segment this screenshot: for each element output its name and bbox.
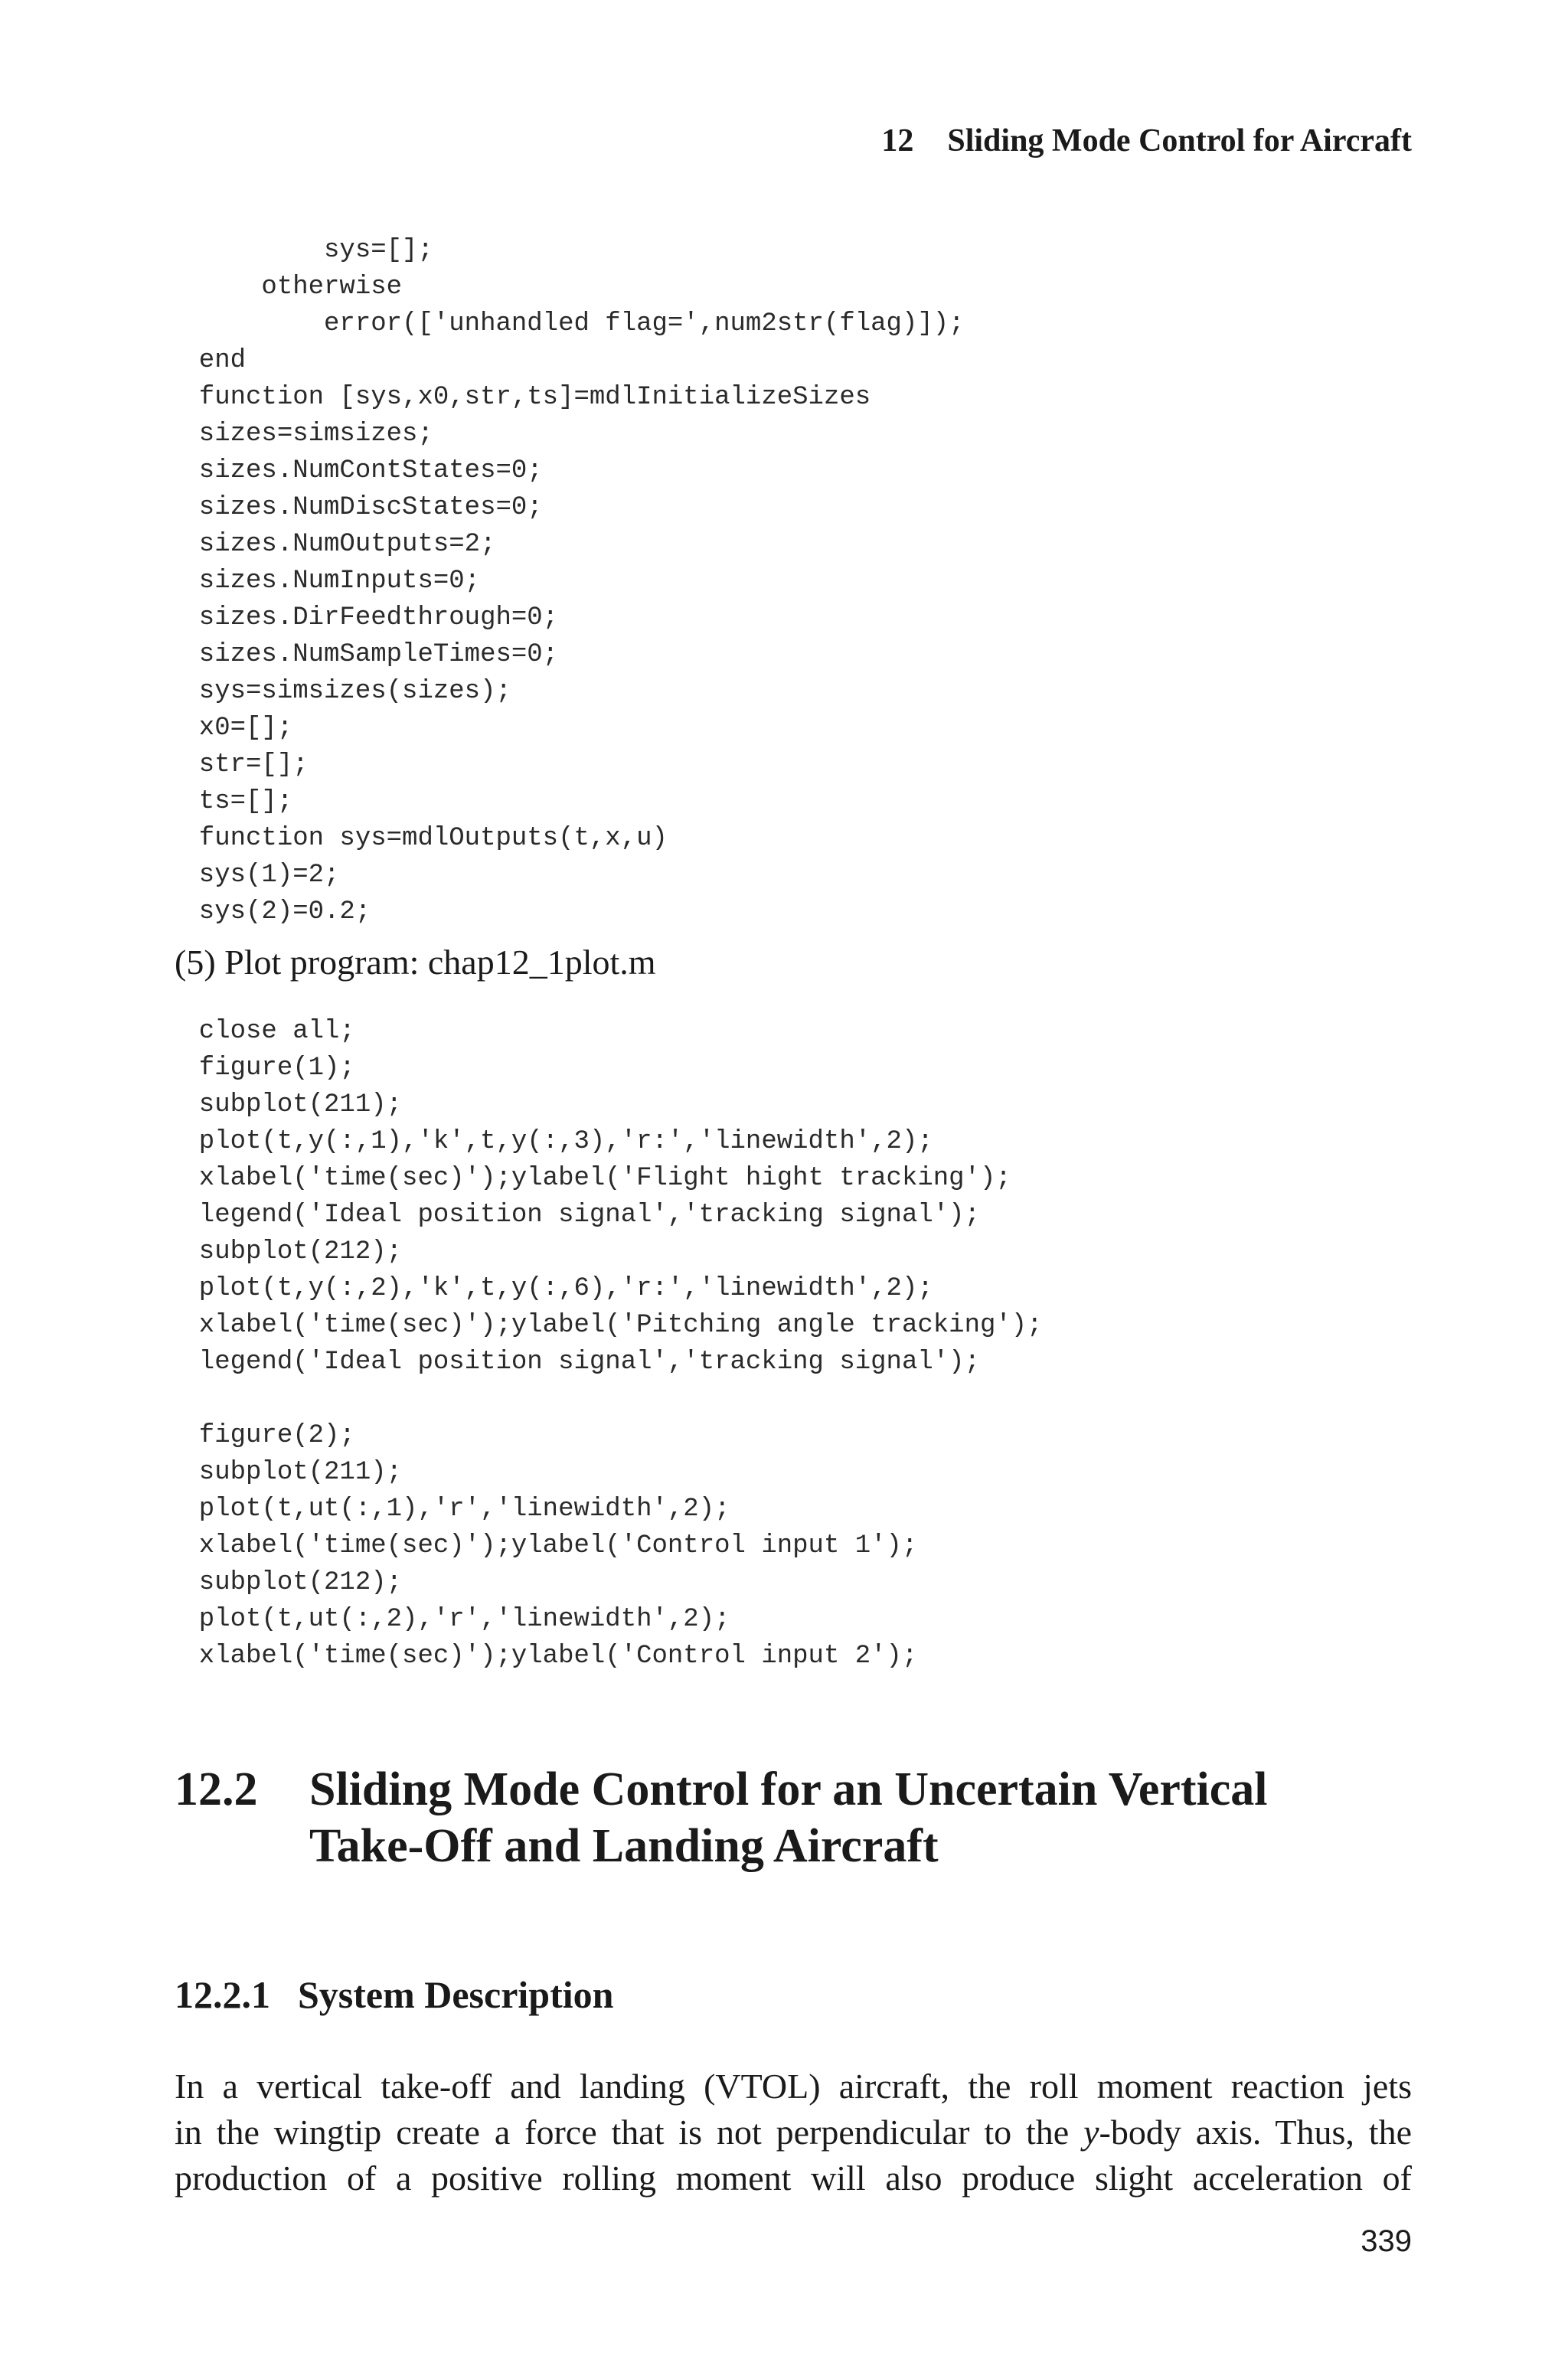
code-line: figure(2);	[168, 1421, 355, 1450]
code-line: sys=simsizes(sizes);	[168, 677, 511, 706]
code-line: function sys=mdlOutputs(t,x,u)	[168, 824, 668, 853]
code-line: figure(1);	[168, 1054, 355, 1083]
page-number: 339	[1361, 2224, 1412, 2258]
code-line: sizes.NumInputs=0;	[168, 567, 481, 596]
y-axis-symbol: y	[1083, 2113, 1099, 2152]
subsection-number: 12.2.1	[175, 1973, 270, 2016]
code-line: subplot(212);	[168, 1568, 403, 1597]
code-line: subplot(211);	[168, 1090, 403, 1119]
code-line: plot(t,y(:,1),'k',t,y(:,3),'r:','linewidth',2);	[168, 1127, 933, 1156]
body-line-2-start: in the wingtip create a force that is not perpendicular to the	[175, 2113, 1084, 2152]
code-line: x0=[];	[168, 714, 293, 743]
code-line: sys=[];	[168, 236, 433, 265]
section-number: 12.2	[175, 1763, 258, 1815]
code-line: error(['unhandled flag=',num2str(flag)]);	[168, 309, 965, 338]
code-line: end	[168, 346, 247, 375]
code-line: subplot(212);	[168, 1237, 403, 1266]
chapter-title: Sliding Mode Control for Aircraft	[947, 123, 1412, 158]
code-line: xlabel('time(sec)');ylabel('Control input 2');	[168, 1642, 918, 1671]
body-line-2-end: -body axis. Thus, the	[1099, 2113, 1412, 2152]
code-line: sizes.NumSampleTimes=0;	[168, 640, 559, 669]
code-line: sys(1)=2;	[168, 861, 340, 890]
code-listing-plot	[0, 1013, 1043, 1675]
code-line: plot(t,y(:,2),'k',t,y(:,6),'r:','linewidth',2);	[168, 1274, 933, 1303]
body-paragraph	[175, 2064, 1412, 2201]
code-line: str=[];	[168, 750, 309, 779]
code-line: sizes.DirFeedthrough=0;	[168, 603, 559, 632]
chapter-number: 12	[881, 123, 914, 158]
code-listing-model	[0, 232, 965, 930]
code-line: sizes.NumContStates=0;	[168, 456, 543, 485]
subsection-heading	[175, 1972, 613, 2017]
code-line: ts=[];	[168, 787, 293, 816]
code-line: close all;	[168, 1017, 355, 1046]
plot-program-caption: (5) Plot program: chap12_1plot.m	[175, 943, 656, 982]
code-line: plot(t,ut(:,2),'r','linewidth',2);	[168, 1605, 730, 1634]
code-line	[168, 1381, 1043, 1417]
code-line: sys(2)=0.2;	[168, 897, 371, 926]
code-line: xlabel('time(sec)');ylabel('Pitching angle tracking');	[168, 1311, 1043, 1340]
section-title-line-1: Sliding Mode Control for an Uncertain Vertical	[309, 1763, 1268, 1815]
code-line: sizes=simsizes;	[168, 420, 433, 449]
code-line: subplot(211);	[168, 1458, 403, 1487]
code-line: legend('Ideal position signal','tracking signal');	[168, 1201, 980, 1230]
code-line: otherwise	[168, 273, 403, 302]
code-line: xlabel('time(sec)');ylabel('Control input 1');	[168, 1531, 918, 1560]
section-title-line-2: Take-Off and Landing Aircraft	[309, 1820, 939, 1872]
body-line-2	[175, 2109, 1412, 2155]
running-header	[881, 123, 1412, 159]
subsection-title: System Description	[298, 1973, 614, 2016]
body-line-3: production of a positive rolling moment will also produce slight acceleration of	[175, 2158, 1412, 2198]
code-line: legend('Ideal position signal','tracking signal');	[168, 1348, 980, 1377]
code-line: sizes.NumOutputs=2;	[168, 530, 496, 559]
code-line: function [sys,x0,str,ts]=mdlInitializeSizes	[168, 383, 871, 412]
body-line-1: In a vertical take-off and landing (VTOL) aircraft, the roll moment reaction jets	[175, 2067, 1412, 2106]
code-line: xlabel('time(sec)');ylabel('Flight hight tracking');	[168, 1164, 1011, 1193]
code-line: plot(t,ut(:,1),'r','linewidth',2);	[168, 1495, 730, 1524]
code-line: sizes.NumDiscStates=0;	[168, 493, 543, 522]
